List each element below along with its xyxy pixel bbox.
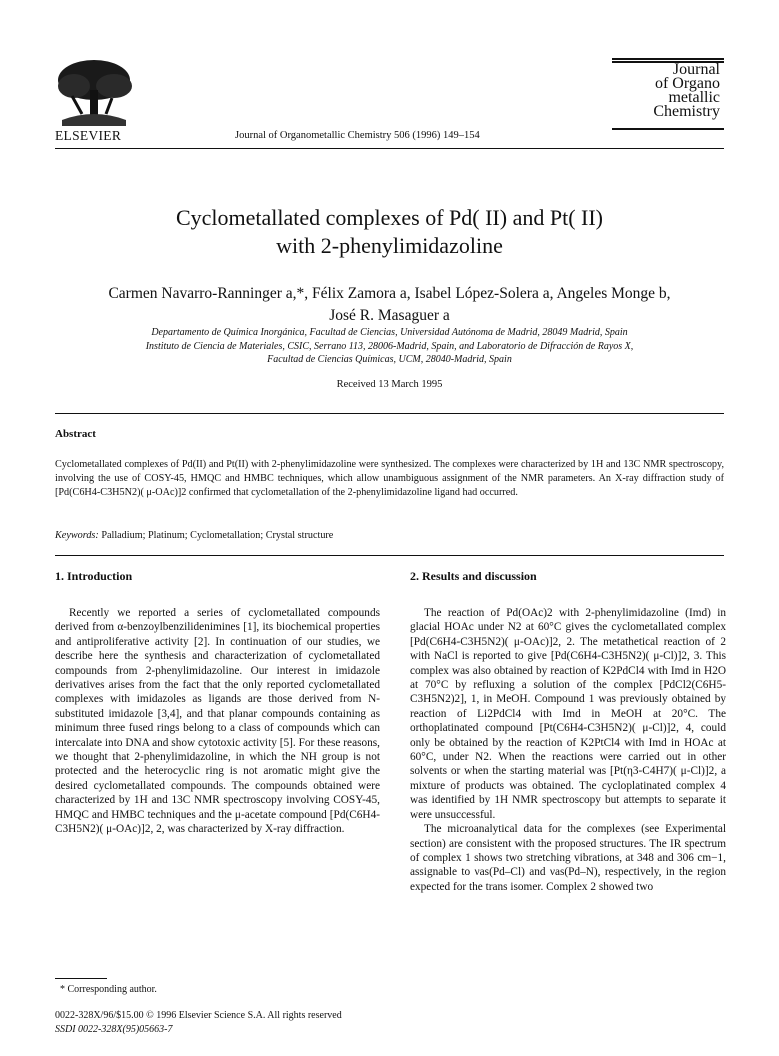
affiliation-b: Instituto de Ciencia de Materiales, CSIC, Serrano 113, 28006-Madrid, Spain, and Laboratorio de Difracción de Rayos X, xyxy=(145,340,634,352)
results-text xyxy=(410,606,726,894)
journal-logo xyxy=(612,58,724,138)
results-paragraph: The reaction of Pd(OAc)2 with 2-phenylimidazoline (Imd) in glacial HOAc under N2 at 60°C gives the cyclometallated complex [Pd(C6H4-C3H5N2)( μ-OAc)]2, 2. The metathetical reaction of 2 with NaCl is reported to give [Pd(C6H4-C3H5N2)( μ-Cl)]2, 3. This complex was also obtained by reaction of K2PdCl4 with Imd in H2O at 70°C by refluxing a solution of the complex [PdCl2(C6H5-C3H5N2)2], 1, in MeOH. Compound 1 was previously obtained by reaction of Li2PdCl4 with Imd in MeOH at 20°C. The orthoplatinated compound [Pt(C6H4-C3H5N2)( μ-Cl)]2, 4, could only be obtained by the reaction of K2PtCl4 with Imd in HOAc at 60°C, under N2. When the reactions were carried out in other solvents or when the starting material was [Pt(η3-C4H7)( μ-Cl)]2, a mixture of products was obtained. The cycloplatinated complex 4 was identified by 1H NMR spectroscopy but attempts to separate it were unsuccessful. xyxy=(410,607,726,821)
results-paragraph: The microanalytical data for the complexes (see Experimental section) are consistent with the proposed structures. The IR spectrum of complex 1 shows two stretching vibrations, at 348 and 306 cm−1, assignable to νas(Pd–Cl) and νas(Pd–N), respectively, in the region expected for the trans isomer. Complex 2 showed two xyxy=(410,823,726,893)
journal-logo-line: metallic xyxy=(668,89,720,106)
author-line: Carmen Navarro-Ranninger a,*, Félix Zamora a, Isabel López-Solera a, Angeles Monge b, xyxy=(108,285,671,302)
received-date: Received 13 March 1995 xyxy=(336,379,443,390)
footnote-divider xyxy=(55,978,107,979)
divider xyxy=(55,555,724,556)
copyright-line: 0022-328X/96/$15.00 © 1996 Elsevier Science S.A. All rights reserved xyxy=(55,1010,342,1021)
keywords-label: Keywords: xyxy=(55,530,99,541)
author-list xyxy=(55,283,724,327)
journal-logo-line: Chemistry xyxy=(653,103,720,120)
author-line: José R. Masaguer a xyxy=(329,307,450,324)
title-line: with 2-phenylimidazoline xyxy=(276,233,503,258)
introduction-text: Recently we reported a series of cyclometallated compounds derived from α-benzoylbenzilidenimines [1], its biochemical properties and antiproliferative activity [2]. In continuation of our studies, we describe here the synthesis and characterization of cyclometallated compounds from 2-phenylimidazoline. Our interest in imidazole derivatives arises from the fact that the only reported cyclometallated complexes with imidazoles as ligands are those derived from N-substituted imidazole [3,4], and that planar compounds containing as minimum three fused rings belong to a class of compounds which can intercalate into DNA and show cytotoxic activity [5]. For these reasons, we thought that 2-phenylimidazoline, in which the NH group is not protected and the heterocyclic ring is not aromatic might give the desired cyclometallated compounds. The compounds obtained were characterized by 1H and 13C NMR spectroscopy involving COSY-45, HMQC and HMBC techniques and the μ-acetate compound [Pd(C6H4-C3H5N2)( μ-OAc)]2, 2, was characterized by X-ray diffraction. xyxy=(55,607,380,836)
abstract-heading: Abstract xyxy=(55,428,96,440)
journal-citation: Journal of Organometallic Chemistry 506 (1996) 149–154 xyxy=(235,130,480,141)
section-heading-introduction: 1. Introduction xyxy=(55,569,133,583)
journal-logo-line: of Organo xyxy=(654,75,720,92)
section-heading-results: 2. Results and discussion xyxy=(410,569,537,583)
title-line: Cyclometallated complexes of Pd( II) and Pt( II) xyxy=(175,205,604,230)
journal-logo-line: Journal xyxy=(672,61,720,78)
footnote: * Corresponding author. xyxy=(60,984,157,995)
divider xyxy=(55,413,724,414)
ssdi-line: SSDI 0022-328X(95)05663-7 xyxy=(55,1024,173,1035)
header-divider xyxy=(55,148,724,149)
keywords xyxy=(55,530,724,541)
paper-title xyxy=(55,204,724,260)
elsevier-tree-icon xyxy=(52,56,136,126)
affiliation-b-cont: Facultad de Ciencias Químicas, UCM, 28040-Madrid, Spain xyxy=(267,354,512,365)
abstract-text: Cyclometallated complexes of Pd(II) and Pt(II) with 2-phenylimidazoline were synthesized. The complexes were characterized by 1H and 13C NMR spectroscopy, involving the use of COSY-45, HMQC and HMBC techniques, which allow unambiguous assignment of the NMR parameters. An X-ray diffraction study of [Pd(C6H4-C3H5N2)( μ-OAc)]2 confirmed that cyclometallation of the 2-phenylimidazoline ligand had occurred. xyxy=(55,459,724,498)
affiliation-a: Departamento de Química Inorgánica, Facultad de Ciencias, Universidad Autónoma de Madrid, 28049 Madrid, Spain xyxy=(151,327,628,338)
keywords-text: Palladium; Platinum; Cyclometallation; Crystal structure xyxy=(101,530,334,541)
publisher-name: ELSEVIER xyxy=(55,128,122,143)
affiliations xyxy=(55,326,724,367)
